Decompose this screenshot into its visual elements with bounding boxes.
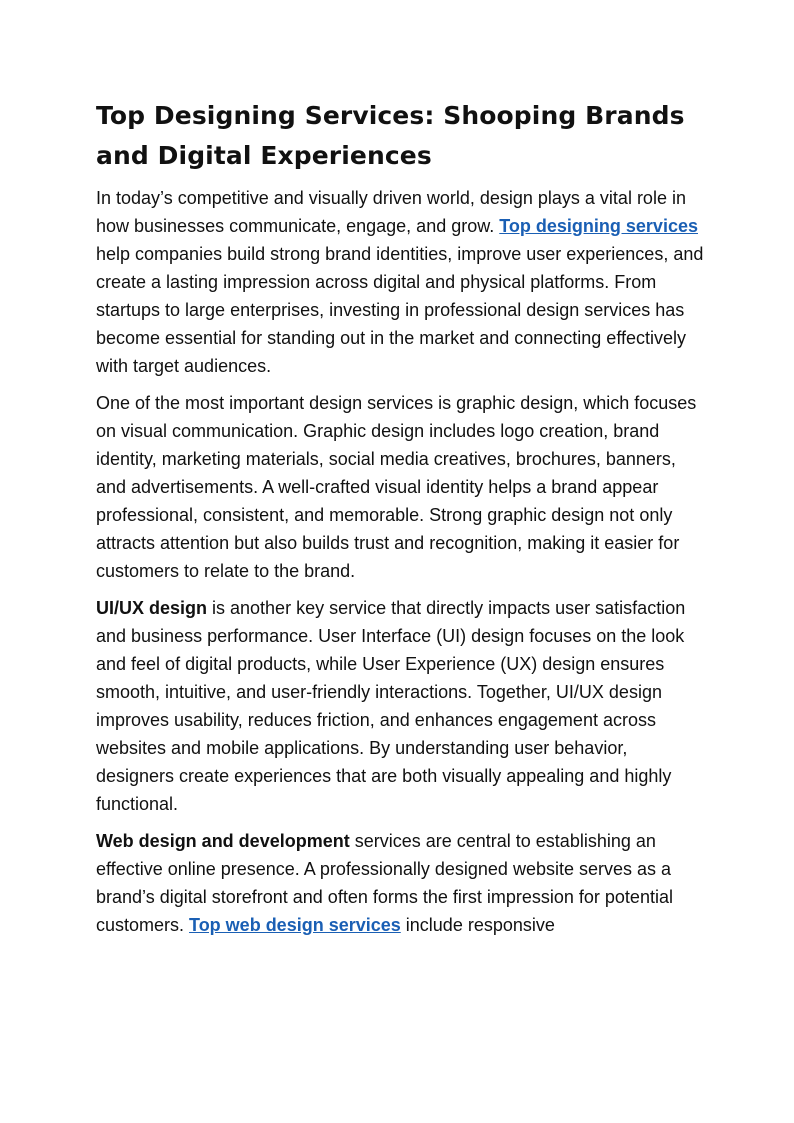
top-designing-services-link[interactable]: Top designing services — [499, 216, 698, 236]
web-design-paragraph — [96, 827, 706, 939]
intro-paragraph — [96, 184, 706, 380]
uiux-paragraph — [96, 594, 706, 818]
web-design-text-start: services are central to establishing an effective online presence. A professionally designed website serves as a brand’s digital storefront and often forms the first impression for potential customers. — [96, 831, 673, 935]
top-web-design-services-link[interactable]: Top web design services — [189, 915, 401, 935]
web-design-heading-bold: Web design and development — [96, 831, 350, 851]
graphic-design-paragraph: One of the most important design services is graphic design, which focuses on visual communication. Graphic design includes logo creation, brand identity, marketing materials, social media creatives, brochures, banners, and advertisements. A well-crafted visual identity helps a brand appear professional, consistent, and memorable. Strong graphic design not only attracts attention but also builds trust and recognition, making it easier for customers to relate to the brand. — [96, 393, 697, 581]
uiux-heading-bold: UI/UX design — [96, 598, 208, 618]
intro-text-end: help companies build strong brand identities, improve user experiences, and create a lasting impression across digital and physical platforms. From startups to large enterprises, investing in professional design services has become essential for standing out in the market and connecting effectively with target audiences. — [96, 244, 704, 376]
document-page — [96, 96, 706, 948]
intro-text-start: In today’s competitive and visually driven world, design plays a vital role in how businesses communicate, engage, and grow. — [96, 188, 686, 236]
web-design-text-end: include responsive — [400, 915, 555, 935]
page-title: Top Designing Services: Shooping Brands and Digital Experiences — [96, 101, 685, 170]
uiux-text: is another key service that directly impacts user satisfaction and business performance. User Interface (UI) design focuses on the look and feel of digital products, while User Experience (UX) design ensures smooth, intuitive, and user-friendly interactions. Together, UI/UX design improves usability, reduces friction, and enhances engagement across websites and mobile applications. By understanding user behavior, designers create experiences that are both visually appealing and highly functional. — [96, 598, 686, 814]
